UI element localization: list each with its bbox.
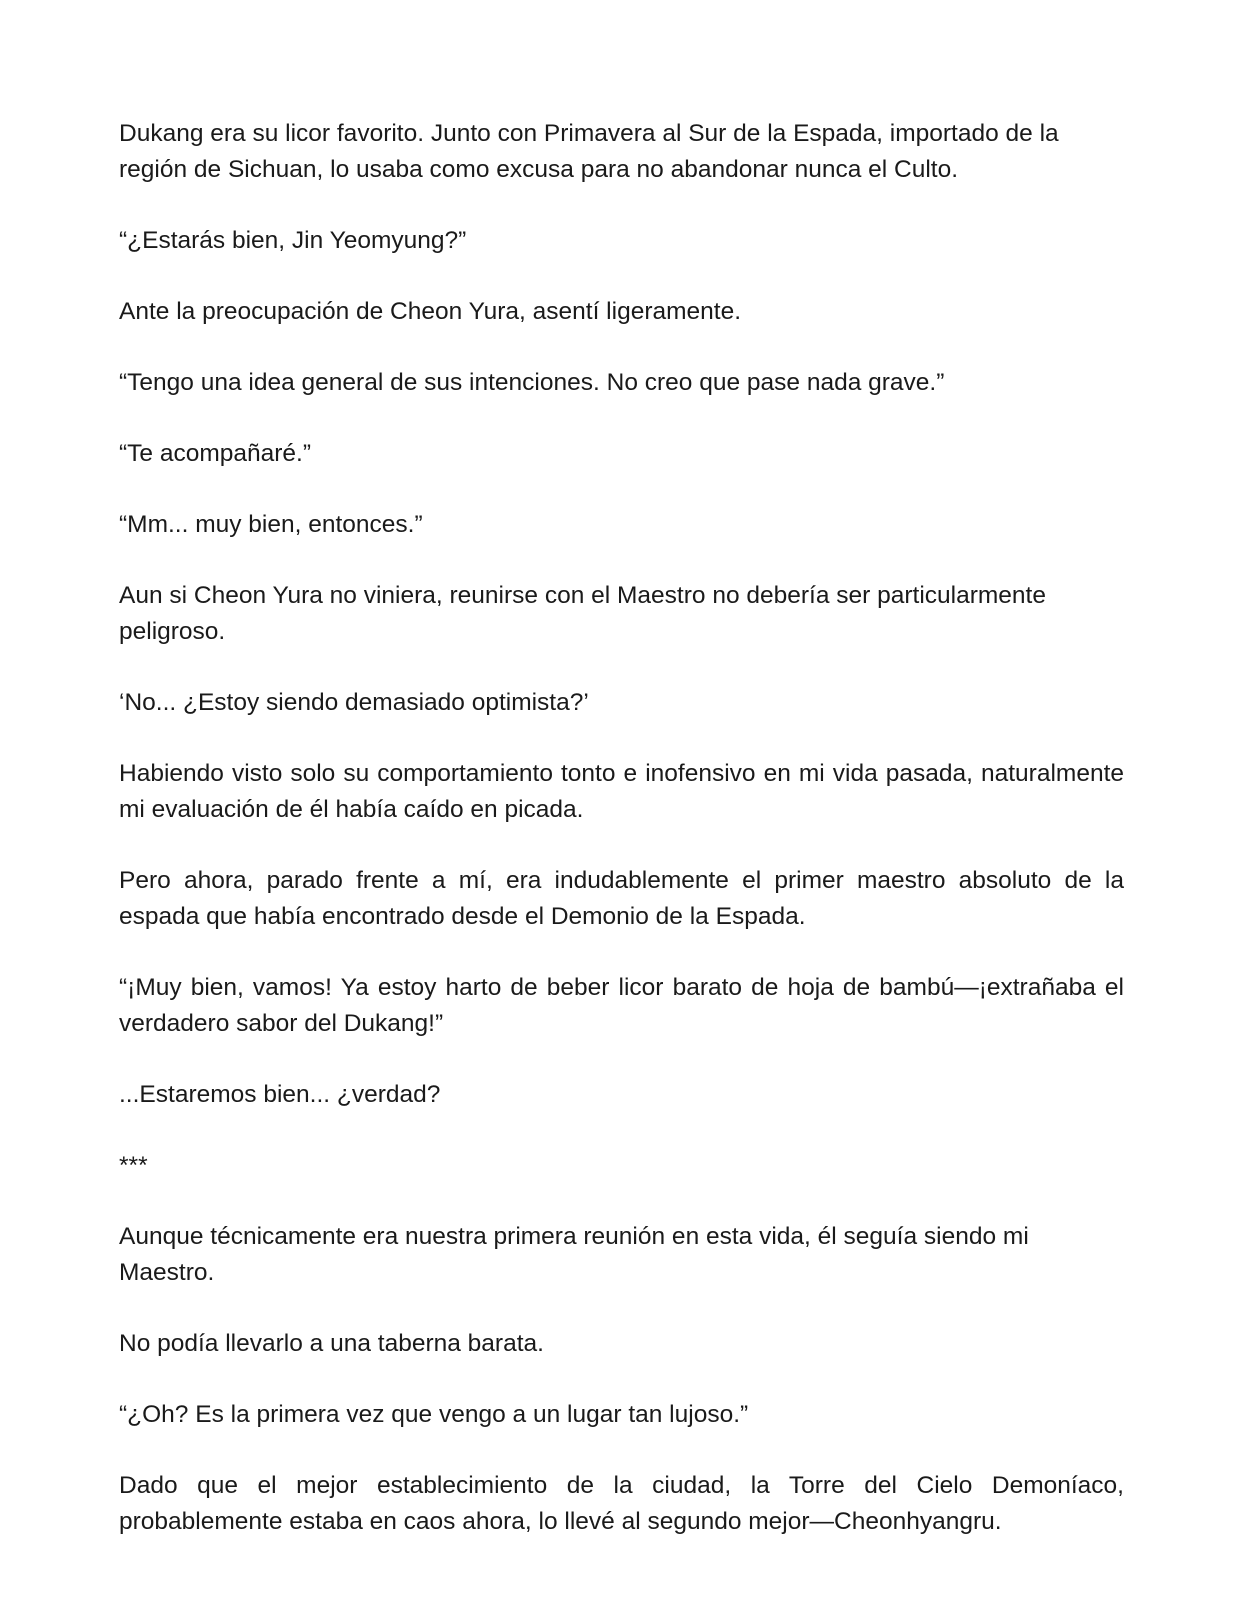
paragraph-estaremos-bien: ...Estaremos bien... ¿verdad? (119, 1081, 441, 1108)
paragraph-te-acompanare: “Te acompañaré.” (119, 440, 312, 467)
paragraph-preocupacion: Ante la preocupación de Cheon Yura, asentí ligeramente. (119, 298, 741, 325)
paragraph-muy-bien: “Mm... muy bien, entonces.” (119, 511, 423, 538)
paragraph-taberna-barata: No podía llevarlo a una taberna barata. (119, 1330, 544, 1357)
paragraph-aunque-tecnicamente: Aunque técnicamente era nuestra primera reunión en esta vida, él seguía siendo mi Maestro. (119, 1223, 1029, 1286)
paragraph-pero-ahora: Pero ahora, parado frente a mí, era indudablemente el primer maestro absoluto de la espada que había encontrado desde el Demonio de la Espada. (119, 867, 1124, 930)
document-body (119, 116, 1124, 1575)
paragraph-vamos: “¡Muy bien, vamos! Ya estoy harto de beber licor barato de hoja de bambú—¡extrañaba el verdadero sabor del Dukang!” (119, 974, 1124, 1037)
paragraph-estaras-bien: “¿Estarás bien, Jin Yeomyung?” (119, 227, 467, 254)
scene-separator: *** (119, 1152, 148, 1179)
paragraph-optimista: ‘No... ¿Estoy siendo demasiado optimista?’ (119, 689, 589, 716)
paragraph-dado-que: Dado que el mejor establecimiento de la ciudad, la Torre del Cielo Demoníaco, probablemente estaba en caos ahora, lo llevé al segundo mejor—Cheonhyangru. (119, 1472, 1124, 1535)
paragraph-habiendo-visto: Habiendo visto solo su comportamiento tonto e inofensivo en mi vida pasada, naturalmente mi evaluación de él había caído en picada. (119, 760, 1124, 823)
paragraph-dukang-favorite: Dukang era su licor favorito. Junto con Primavera al Sur de la Espada, importado de la región de Sichuan, lo usaba como excusa para no abandonar nunca el Culto. (119, 120, 1059, 183)
paragraph-lugar-lujoso: “¿Oh? Es la primera vez que vengo a un lugar tan lujoso.” (119, 1401, 749, 1428)
paragraph-idea-general: “Tengo una idea general de sus intenciones. No creo que pase nada grave.” (119, 369, 945, 396)
paragraph-aun-si: Aun si Cheon Yura no viniera, reunirse con el Maestro no debería ser particularmente peligroso. (119, 582, 1046, 645)
